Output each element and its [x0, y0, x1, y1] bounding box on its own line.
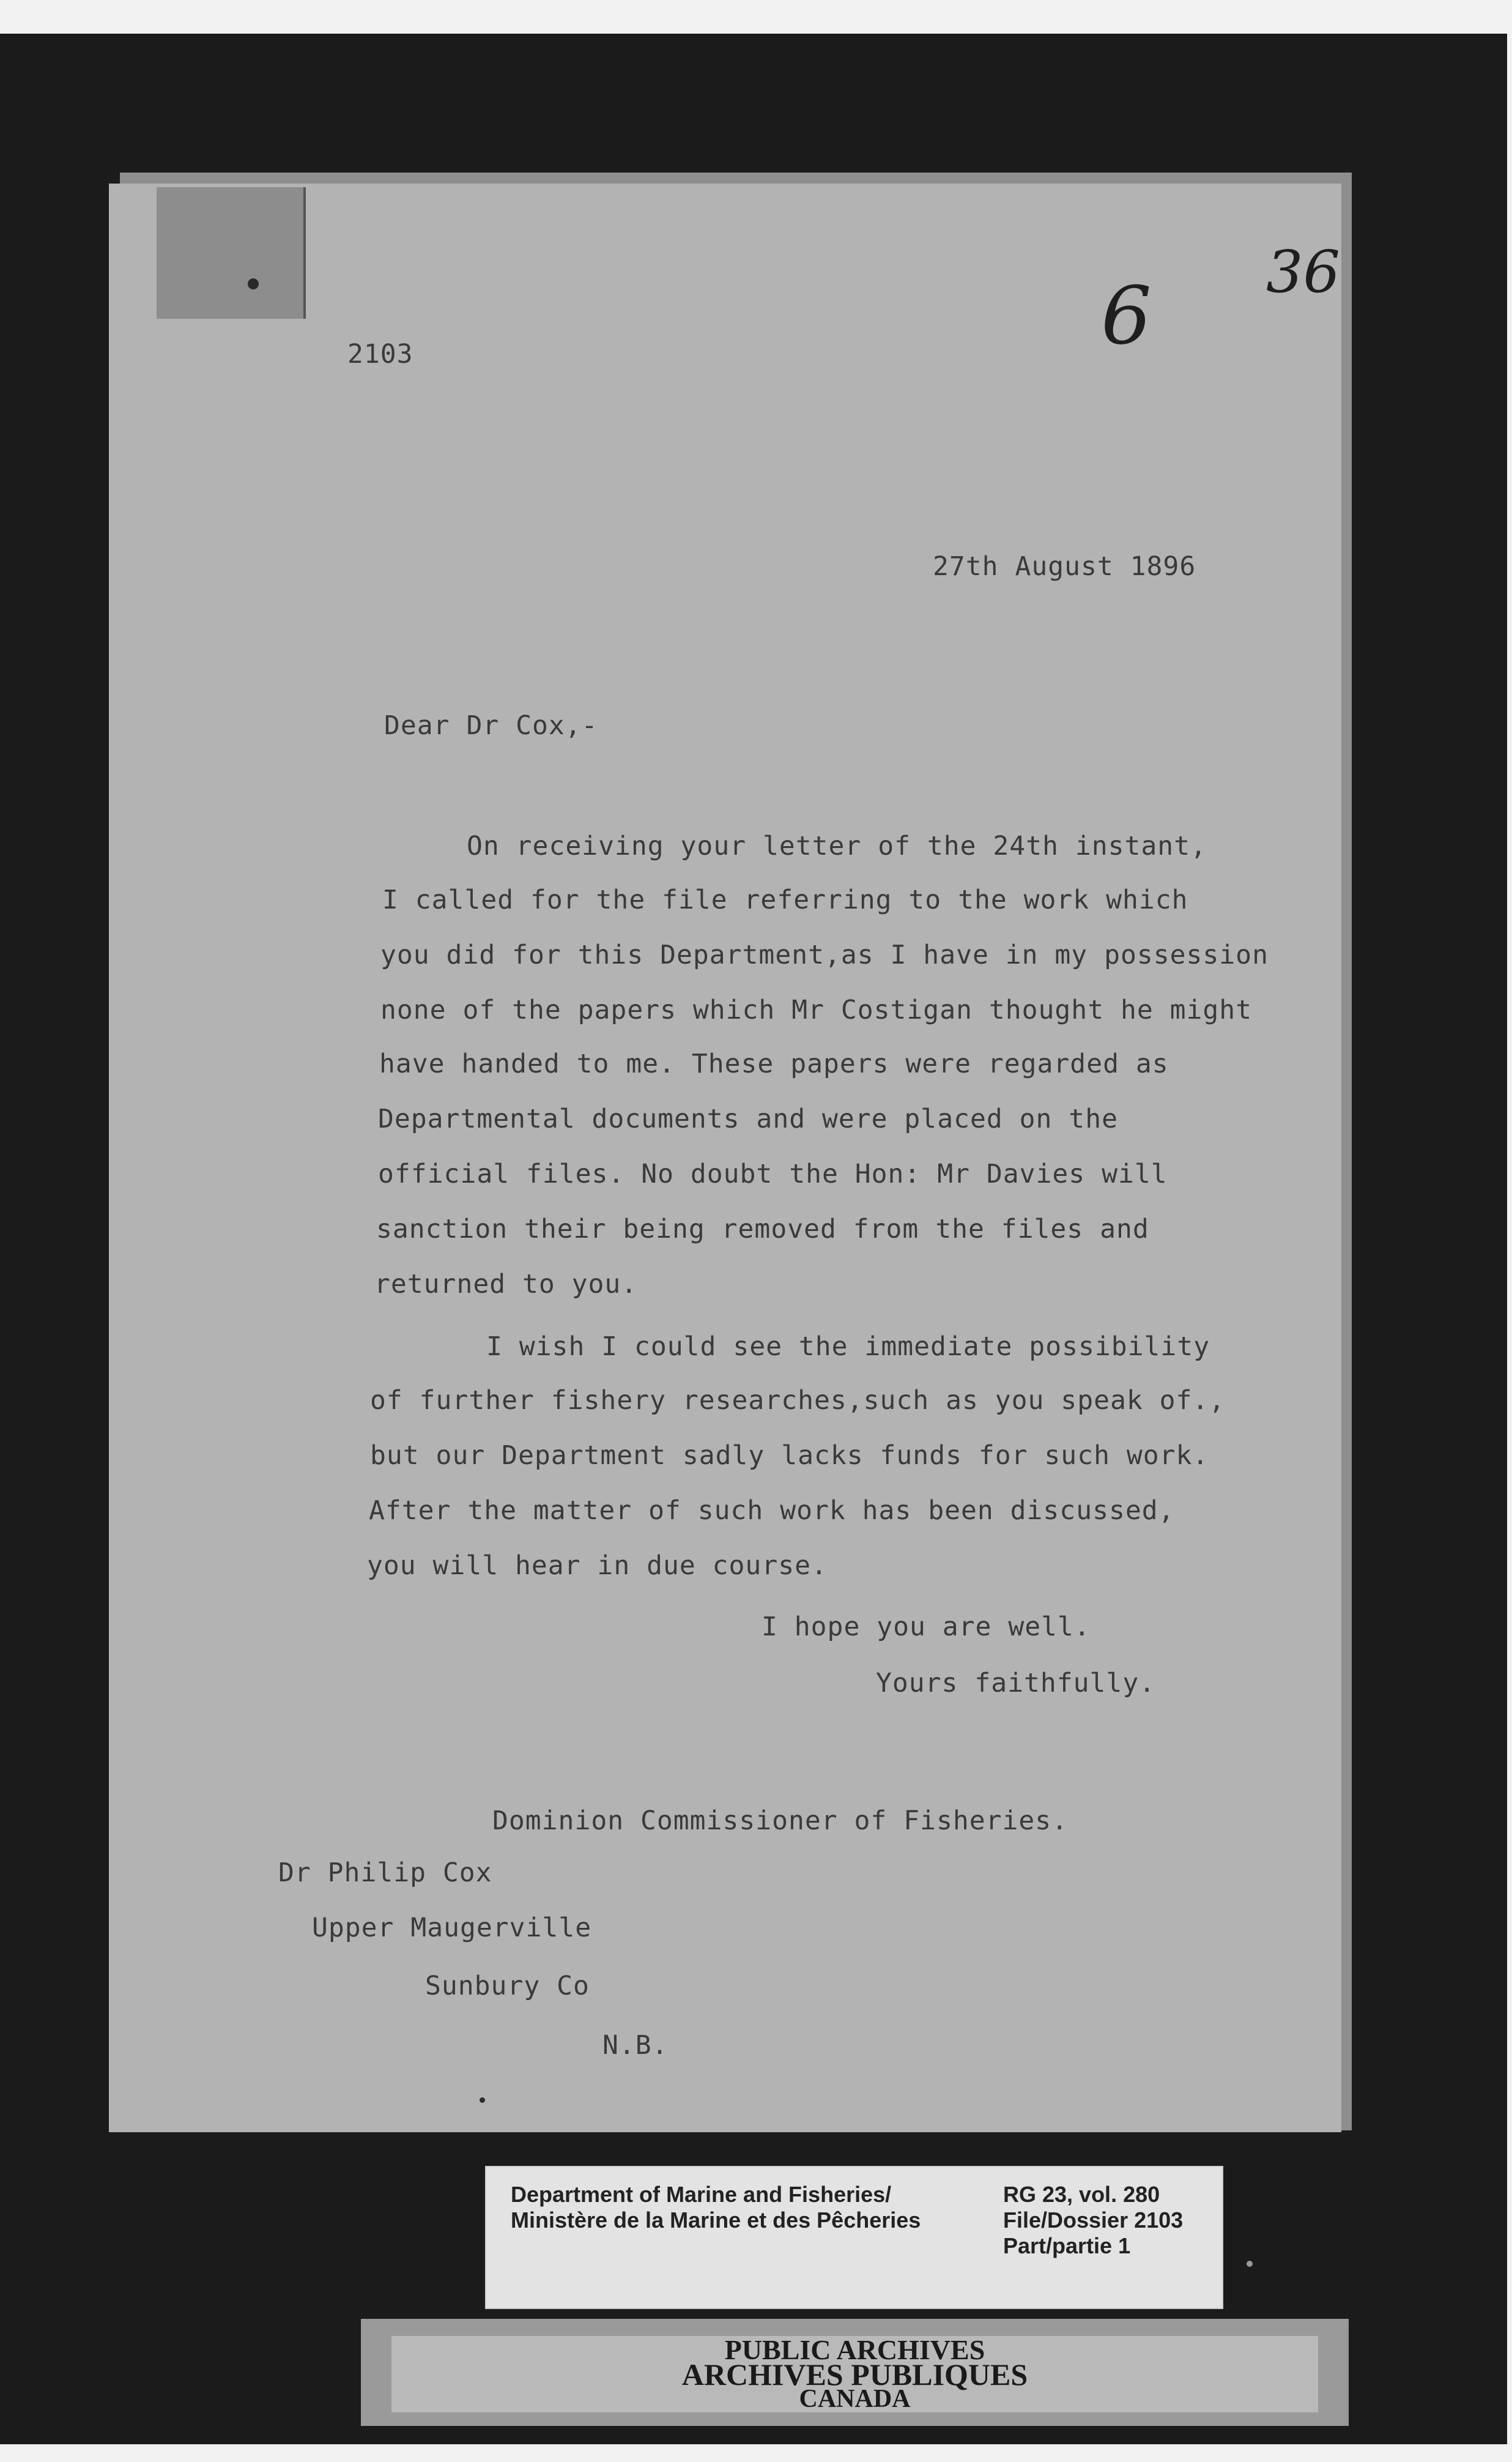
page-number: 36 — [1266, 239, 1340, 306]
body-line: of further fishery researches,such as you speak of., — [370, 1385, 1226, 1416]
scan-border-top — [0, 0, 1512, 34]
body-line: returned to you. — [374, 1269, 638, 1300]
body-line: I wish I could see the immediate possibility — [486, 1331, 1210, 1362]
salutation: Dear Dr Cox,- — [384, 710, 598, 741]
body-line: official files. No doubt the Hon: Mr Davies will — [378, 1159, 1168, 1189]
paper-fastener — [157, 187, 306, 319]
department-fr: Ministère de la Marine et des Pêcheries — [511, 2207, 921, 2233]
scan-border-right — [1507, 0, 1512, 2462]
stamp-line-1: PUBLIC ARCHIVES — [724, 2334, 985, 2365]
body-line: you did for this Department,as I have in my possession — [380, 940, 1269, 970]
file-number: 2103 — [347, 339, 413, 370]
archive-reference-label — [485, 2166, 1223, 2309]
closing-line: I hope you are well. — [762, 1612, 1091, 1642]
body-line: Departmental documents and were placed on the — [378, 1104, 1118, 1134]
department-en: Department of Marine and Fisheries/ — [511, 2182, 892, 2207]
letter-date: 27th August 1896 — [933, 551, 1196, 582]
body-line: I called for the file referring to the work which — [382, 885, 1188, 915]
stray-mark — [1247, 2261, 1253, 2267]
stamp-line-3: CANADA — [799, 2385, 911, 2413]
body-line: you will hear in due course. — [367, 1550, 828, 1581]
letter-page — [109, 184, 1341, 2132]
body-line: but our Department sadly lacks funds for such work. — [370, 1440, 1209, 1471]
handwritten-mark: 6 — [1101, 269, 1152, 362]
scan-border-bottom — [0, 2444, 1512, 2462]
address-line: Upper Maugerville — [312, 1913, 592, 1943]
valediction: Yours faithfully. — [876, 1668, 1156, 1698]
page-mark — [480, 2097, 485, 2103]
body-line: After the matter of such work has been discussed, — [369, 1495, 1175, 1526]
address-line: Sunbury Co — [425, 1971, 590, 2001]
body-line: On receiving your letter of the 24th instant, — [467, 831, 1207, 861]
archive-stamp-plate — [391, 2336, 1318, 2412]
body-line: have handed to me. These papers were regarded as — [379, 1049, 1169, 1079]
archive-stamp — [361, 2319, 1349, 2426]
fastener-hole — [248, 278, 259, 289]
address-line: Dr Philip Cox — [278, 1858, 492, 1888]
body-line: sanction their being removed from the files and — [376, 1214, 1149, 1244]
reference-file: File/Dossier 2103 — [1003, 2207, 1184, 2233]
reference-volume: RG 23, vol. 280 — [1003, 2182, 1160, 2207]
stamp-line-2: ARCHIVES PUBLIQUES — [681, 2357, 1028, 2392]
body-line: none of the papers which Mr Costigan thought he might — [380, 995, 1253, 1025]
reference-part: Part/partie 1 — [1003, 2233, 1131, 2258]
address-line: N.B. — [602, 2030, 669, 2061]
signature-title: Dominion Commissioner of Fisheries. — [492, 1806, 1069, 1836]
